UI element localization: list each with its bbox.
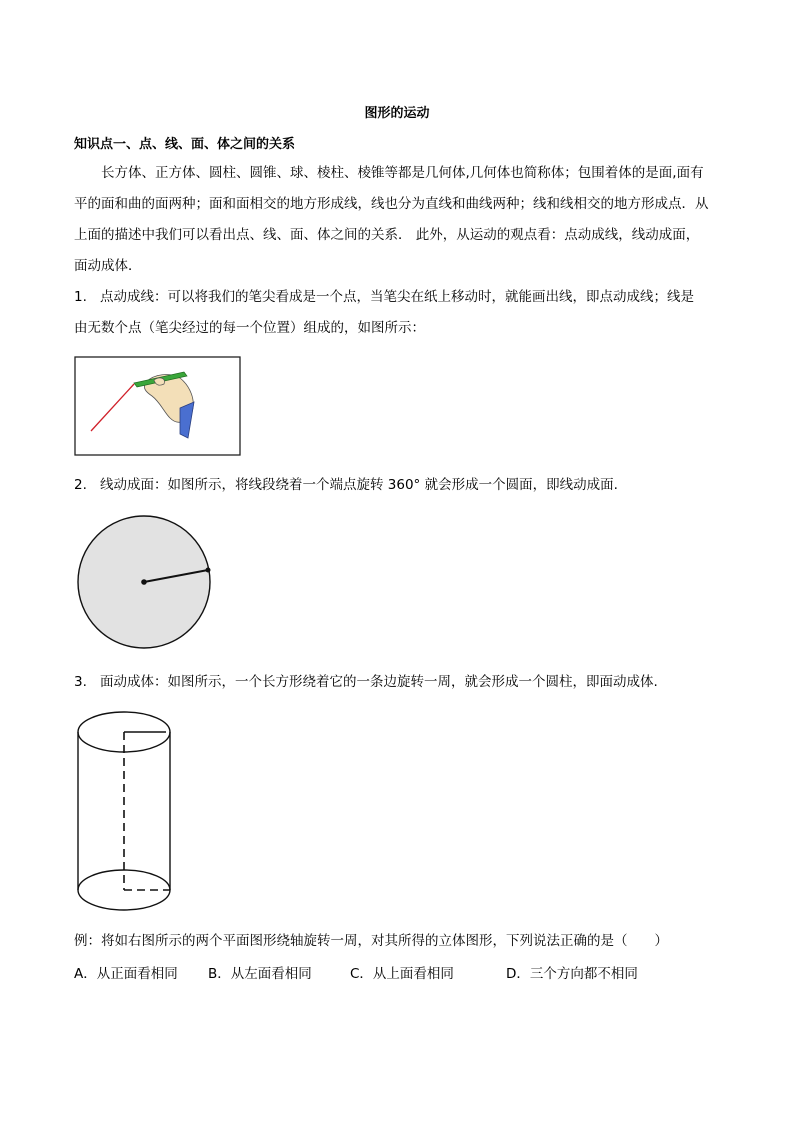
item-1-line-1: 点动成线：可以将我们的笔尖看成是一个点，当笔尖在纸上移动时，就能画出线，即点动成线；线是 bbox=[100, 289, 694, 305]
intro-line-4: 面动成体． bbox=[74, 258, 142, 274]
drawn-red-line bbox=[91, 384, 134, 431]
rotating-segment-figure bbox=[74, 514, 214, 654]
cylinder-figure bbox=[76, 710, 176, 916]
item-1-number: 1. bbox=[74, 289, 87, 305]
item-2-text: 线动成面：如图所示，将线段绕着一个端点旋转 360° 就会形成一个圆面，即线动成面. bbox=[100, 477, 618, 493]
option-b: B．从左面看相同 bbox=[208, 966, 312, 982]
page-title: 图形的运动 bbox=[364, 106, 430, 121]
item-1 bbox=[74, 282, 734, 344]
item-2-number: 2. bbox=[74, 477, 87, 493]
item-3 bbox=[74, 667, 734, 698]
intro-line-2: 平的面和曲的面两种；面和面相交的地方形成线，线也分为直线和曲线两种；线和线相交的地方形成点．从 bbox=[74, 196, 709, 212]
pen-drawing-figure bbox=[74, 356, 242, 456]
option-a: A．从正面看相同 bbox=[74, 966, 178, 982]
item-3-text: 面动成体：如图所示，一个长方形绕着它的一条边旋转一周，就会形成一个圆柱，即面动成体. bbox=[100, 674, 658, 690]
example-question: 例：将如右图所示的两个平面图形绕轴旋转一周，对其所得的立体图形，下列说法正确的是（ ） bbox=[74, 933, 668, 949]
sleeve-cuff bbox=[180, 402, 194, 438]
item-3-number: 3. bbox=[74, 674, 87, 690]
section-heading: 知识点一、点、线、面、体之间的关系 bbox=[74, 137, 296, 152]
center-point bbox=[141, 579, 147, 585]
intro-paragraph bbox=[74, 158, 734, 282]
intro-line-3: 上面的描述中我们可以看出点、线、面、体之间的关系． 此外，从运动的观点看：点动成线，线动成面， bbox=[74, 227, 700, 243]
option-c: C．从上面看相同 bbox=[350, 966, 454, 982]
intro-line-1: 长方体、正方体、圆柱、圆锥、球、棱柱、棱锥等都是几何体,几何体也简称体；包围着体的是面,面有 bbox=[101, 165, 704, 181]
option-d: D．三个方向都不相同 bbox=[506, 966, 638, 982]
figure-frame bbox=[75, 357, 240, 455]
endpoint bbox=[206, 568, 211, 573]
item-1-line-2: 由无数个点（笔尖经过的每一个位置）组成的，如图所示： bbox=[74, 320, 425, 336]
item-2 bbox=[74, 470, 734, 501]
